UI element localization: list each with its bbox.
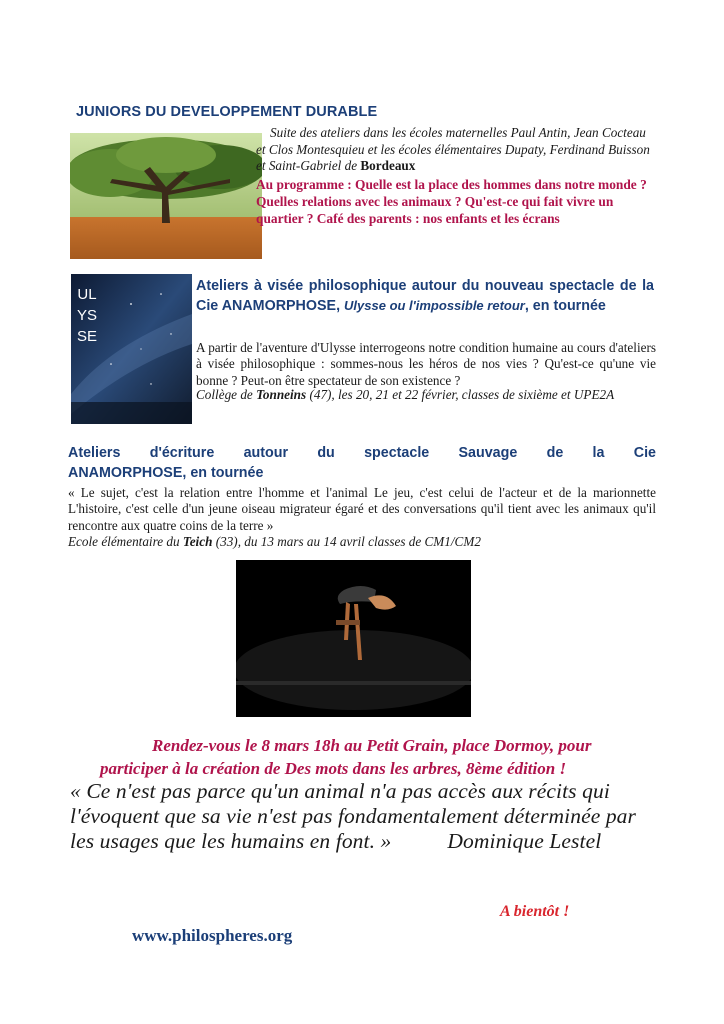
puppet-stage-photo [236, 560, 471, 717]
section2-school: Collège de Tonneins (47), les 20, 21 et 22 février, classes de sixième et UPE2A [196, 387, 615, 402]
closing-greeting: A bientôt ! [500, 903, 570, 920]
ulysse-label: ULYSSE [77, 286, 98, 345]
section3-school: Ecole élémentaire du Teich (33), du 13 mars au 14 avril classes de CM1/CM2 [68, 534, 481, 549]
section3-title: Ateliers d'écriture autour du spectacle Sauvage de la Cie ANAMORPHOSE, en tournée [68, 445, 656, 481]
show-title-ulysse: Ulysse ou l'impossible retour [344, 298, 525, 313]
lestel-quote: « Ce n'est pas parce qu'un animal n'a pas accès aux récits qui l'évoquent que sa vie n'est pas fondamentalement déterminée par les usages que les humains en font. » Dominique Lestel [70, 779, 636, 853]
section2-title: Ateliers à visée philosophique autour du nouveau spectacle de la Cie ANAMORPHOSE, Ulysse ou l'impossible retour, en tournée [196, 278, 654, 314]
section-title-juniors: JUNIORS DU DEVELOPPEMENT DURABLE [76, 104, 378, 120]
section2-description: A partir de l'aventure d'Ulysse interrogeons notre condition humaine au cours d'ateliers à visée philosophique : sommes-nous les héros de nos vies ? Qu'est-ce qu'une vie bonne ? Peut-on être spectateur de son existence ? [196, 340, 656, 388]
tree-photo [70, 133, 262, 259]
website-link[interactable]: www.philospheres.org [132, 926, 293, 945]
rendezvous-announcement: Rendez-vous le 8 mars 18h au Petit Grain, place Dormoy, pour participer à la création de Des mots dans les arbres, 8ème édition ! [100, 736, 592, 778]
section1-program: Au programme : Quelle est la place des hommes dans notre monde ? Quelles relations avec les animaux ? Qu'est-ce qui fait vivre un quartier ? Café des parents : nos enfants et les écrans [256, 177, 647, 226]
quote-author: Dominique Lestel [447, 829, 602, 853]
section1-description: Suite des ateliers dans les écoles maternelles Paul Antin, Jean Cocteau et Clos Montesquieu et les écoles élémentaires Dupaty, Ferdinand Buisson et Saint-Gabriel de Bordeaux [256, 125, 650, 173]
ulysse-poster [71, 274, 192, 424]
section3-quote: « Le sujet, c'est la relation entre l'homme et l'animal Le jeu, c'est celui de l'acteur et de la marionnette L'histoire, c'est celle d'un jeune oiseau migrateur égaré et des conversations qu'il tient avec les animaux qu'il rencontre aux quatre coins de la terre » [68, 485, 656, 533]
city-bordeaux: Bordeaux [360, 158, 416, 173]
